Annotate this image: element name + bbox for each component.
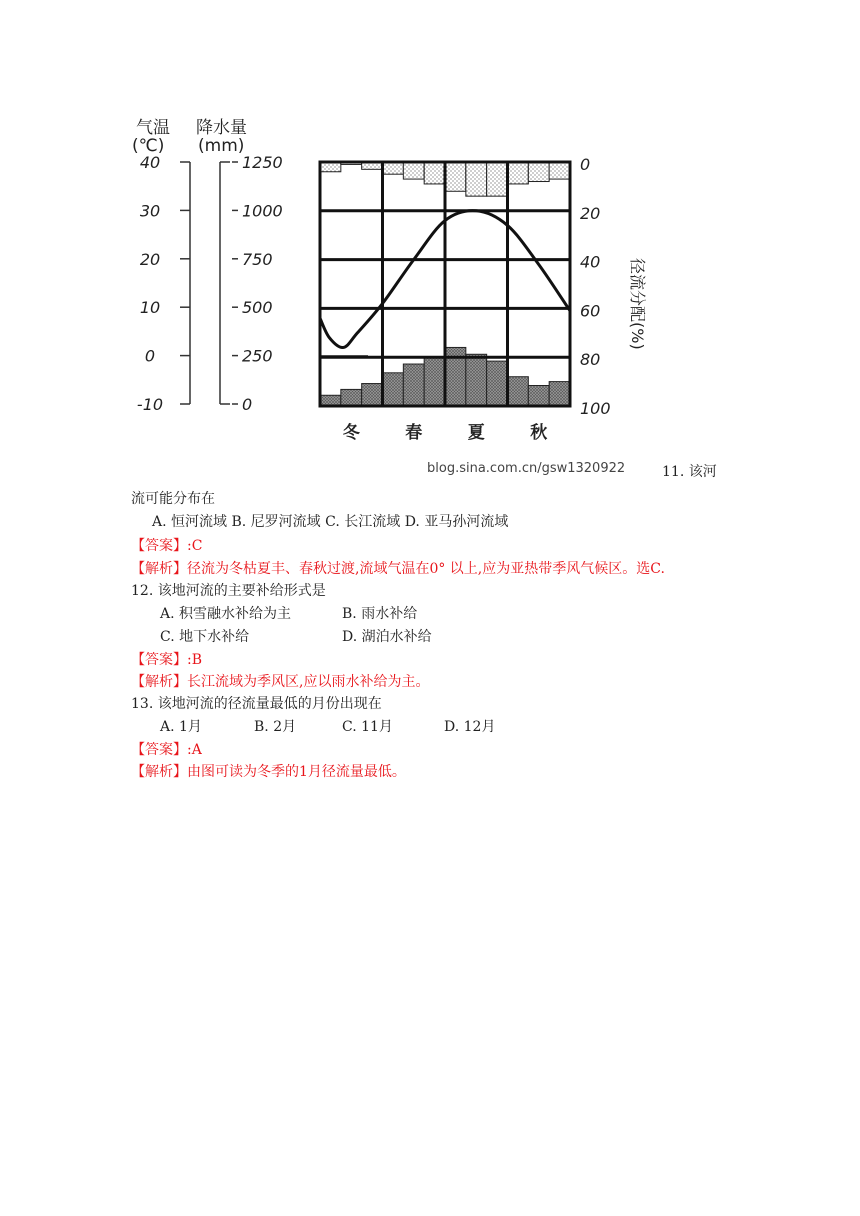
runoff-bar bbox=[424, 162, 445, 184]
precipitation-bar bbox=[466, 354, 487, 406]
q13-answer-value: :A bbox=[187, 742, 202, 758]
q12-option-c[interactable]: C. 地下水补给 bbox=[160, 629, 250, 645]
runoff-bar bbox=[445, 162, 466, 191]
runoff-axis-ticks bbox=[580, 155, 611, 418]
q12-option-d[interactable]: D. 湖泊水补给 bbox=[342, 629, 432, 645]
temperature-tick-label: -10 bbox=[136, 395, 164, 414]
q13-stem: 13. 该地河流的径流量最低的月份出现在 bbox=[131, 696, 382, 712]
q11-answer-value: :C bbox=[187, 538, 203, 554]
runoff-bar bbox=[487, 162, 508, 196]
q13-option-a[interactable]: A. 1月 bbox=[160, 719, 202, 735]
temperature-tick-label: 40 bbox=[139, 153, 161, 172]
left-axes bbox=[137, 153, 283, 414]
runoff-bar bbox=[383, 162, 404, 174]
temperature-axis-unit: (℃) bbox=[132, 136, 165, 156]
season-label: 秋 bbox=[530, 423, 548, 443]
q11-options bbox=[152, 513, 508, 531]
precipitation-bar bbox=[549, 382, 570, 406]
q12-analysis bbox=[131, 673, 429, 691]
season-labels bbox=[343, 422, 548, 443]
temperature-tick-label: 30 bbox=[139, 201, 161, 221]
runoff-bar bbox=[549, 162, 570, 179]
q11-stem-start: 11. 该河 bbox=[662, 464, 717, 480]
q11-analysis-label: 【解析】 bbox=[131, 561, 187, 577]
q13-option-d[interactable]: D. 12月 bbox=[444, 719, 496, 735]
runoff-axis-label: 径流分配(%) bbox=[628, 258, 647, 350]
precipitation-bar bbox=[487, 361, 508, 406]
temperature-tick-label: 0 bbox=[144, 346, 156, 366]
precipitation-axis-header: 降水量 bbox=[196, 118, 247, 138]
runoff-tick-label: 100 bbox=[580, 399, 611, 418]
q11-answer-label: 【答案】 bbox=[131, 538, 187, 554]
chart-grid bbox=[320, 162, 570, 406]
precipitation-bar bbox=[424, 357, 445, 406]
watermark: blog.sina.com.cn/gsw1320922 bbox=[427, 461, 626, 476]
q12-option-a[interactable]: A. 积雪融水补给为主 bbox=[160, 606, 292, 622]
q11-answer bbox=[131, 537, 202, 555]
q11-option-c[interactable]: C. 长江流域 bbox=[325, 514, 401, 530]
precipitation-axis-unit: (mm) bbox=[198, 136, 245, 156]
precipitation-bar bbox=[403, 364, 424, 406]
runoff-bar bbox=[528, 162, 549, 182]
season-label: 冬 bbox=[342, 423, 360, 443]
runoff-tick-label: 80 bbox=[580, 350, 601, 370]
precipitation-tick-label: 750 bbox=[242, 249, 273, 269]
precipitation-tick-label: 250 bbox=[242, 346, 273, 366]
precipitation-bar bbox=[383, 373, 404, 406]
q12-answer bbox=[131, 651, 202, 669]
q13-analysis-text: 由图可读为冬季的1月径流量最低。 bbox=[187, 764, 406, 780]
q12-analysis-label: 【解析】 bbox=[131, 674, 187, 690]
q11-stem-end: 流可能分布在 bbox=[131, 491, 215, 507]
q12-analysis-text: 长江流域为季风区,应以雨水补给为主。 bbox=[187, 674, 430, 690]
temperature-axis-header: 气温 bbox=[136, 118, 170, 138]
precipitation-bar bbox=[362, 384, 383, 406]
runoff-tick-label: 40 bbox=[580, 252, 601, 272]
precipitation-bar bbox=[508, 377, 529, 406]
precipitation-tick-label: 0 bbox=[242, 395, 253, 414]
q11-analysis bbox=[131, 560, 665, 578]
q12-answer-value: :B bbox=[187, 652, 203, 668]
runoff-tick-label: 60 bbox=[580, 301, 601, 321]
temperature-tick-label: 20 bbox=[139, 249, 161, 269]
runoff-bar bbox=[403, 162, 424, 179]
precipitation-tick-label: 1250 bbox=[242, 153, 283, 172]
runoff-tick-label: 0 bbox=[580, 155, 591, 174]
q13-option-b[interactable]: B. 2月 bbox=[254, 719, 297, 735]
q11-option-a[interactable]: A. 恒河流域 bbox=[152, 514, 228, 530]
precipitation-bar bbox=[528, 386, 549, 406]
climate-runoff-chart bbox=[120, 108, 660, 480]
runoff-tick-label: 20 bbox=[580, 203, 601, 223]
q11-option-b[interactable]: B. 尼罗河流域 bbox=[231, 514, 321, 530]
q13-analysis-label: 【解析】 bbox=[131, 764, 187, 780]
q12-stem: 12. 该地河流的主要补给形式是 bbox=[131, 583, 326, 599]
precipitation-bar bbox=[341, 389, 362, 406]
runoff-bar bbox=[466, 162, 487, 196]
temperature-tick-label: 10 bbox=[139, 298, 161, 318]
q13-option-c[interactable]: C. 11月 bbox=[342, 719, 393, 735]
precipitation-tick-label: 1000 bbox=[242, 201, 283, 221]
precipitation-tick-label: 500 bbox=[242, 298, 273, 318]
season-label: 夏 bbox=[467, 423, 485, 443]
q12-option-b[interactable]: B. 雨水补给 bbox=[342, 606, 418, 622]
season-label: 春 bbox=[405, 423, 423, 443]
q13-answer bbox=[131, 741, 202, 759]
q13-analysis bbox=[131, 763, 406, 781]
q12-answer-label: 【答案】 bbox=[131, 652, 187, 668]
precipitation-bar bbox=[320, 395, 341, 406]
q11-option-d[interactable]: D. 亚马孙河流域 bbox=[404, 514, 509, 530]
q13-answer-label: 【答案】 bbox=[131, 742, 187, 758]
q11-analysis-text: 径流为冬枯夏丰、春秋过渡,流域气温在0° 以上,应为亚热带季风气候区。选C. bbox=[187, 561, 665, 577]
runoff-bar bbox=[508, 162, 529, 184]
